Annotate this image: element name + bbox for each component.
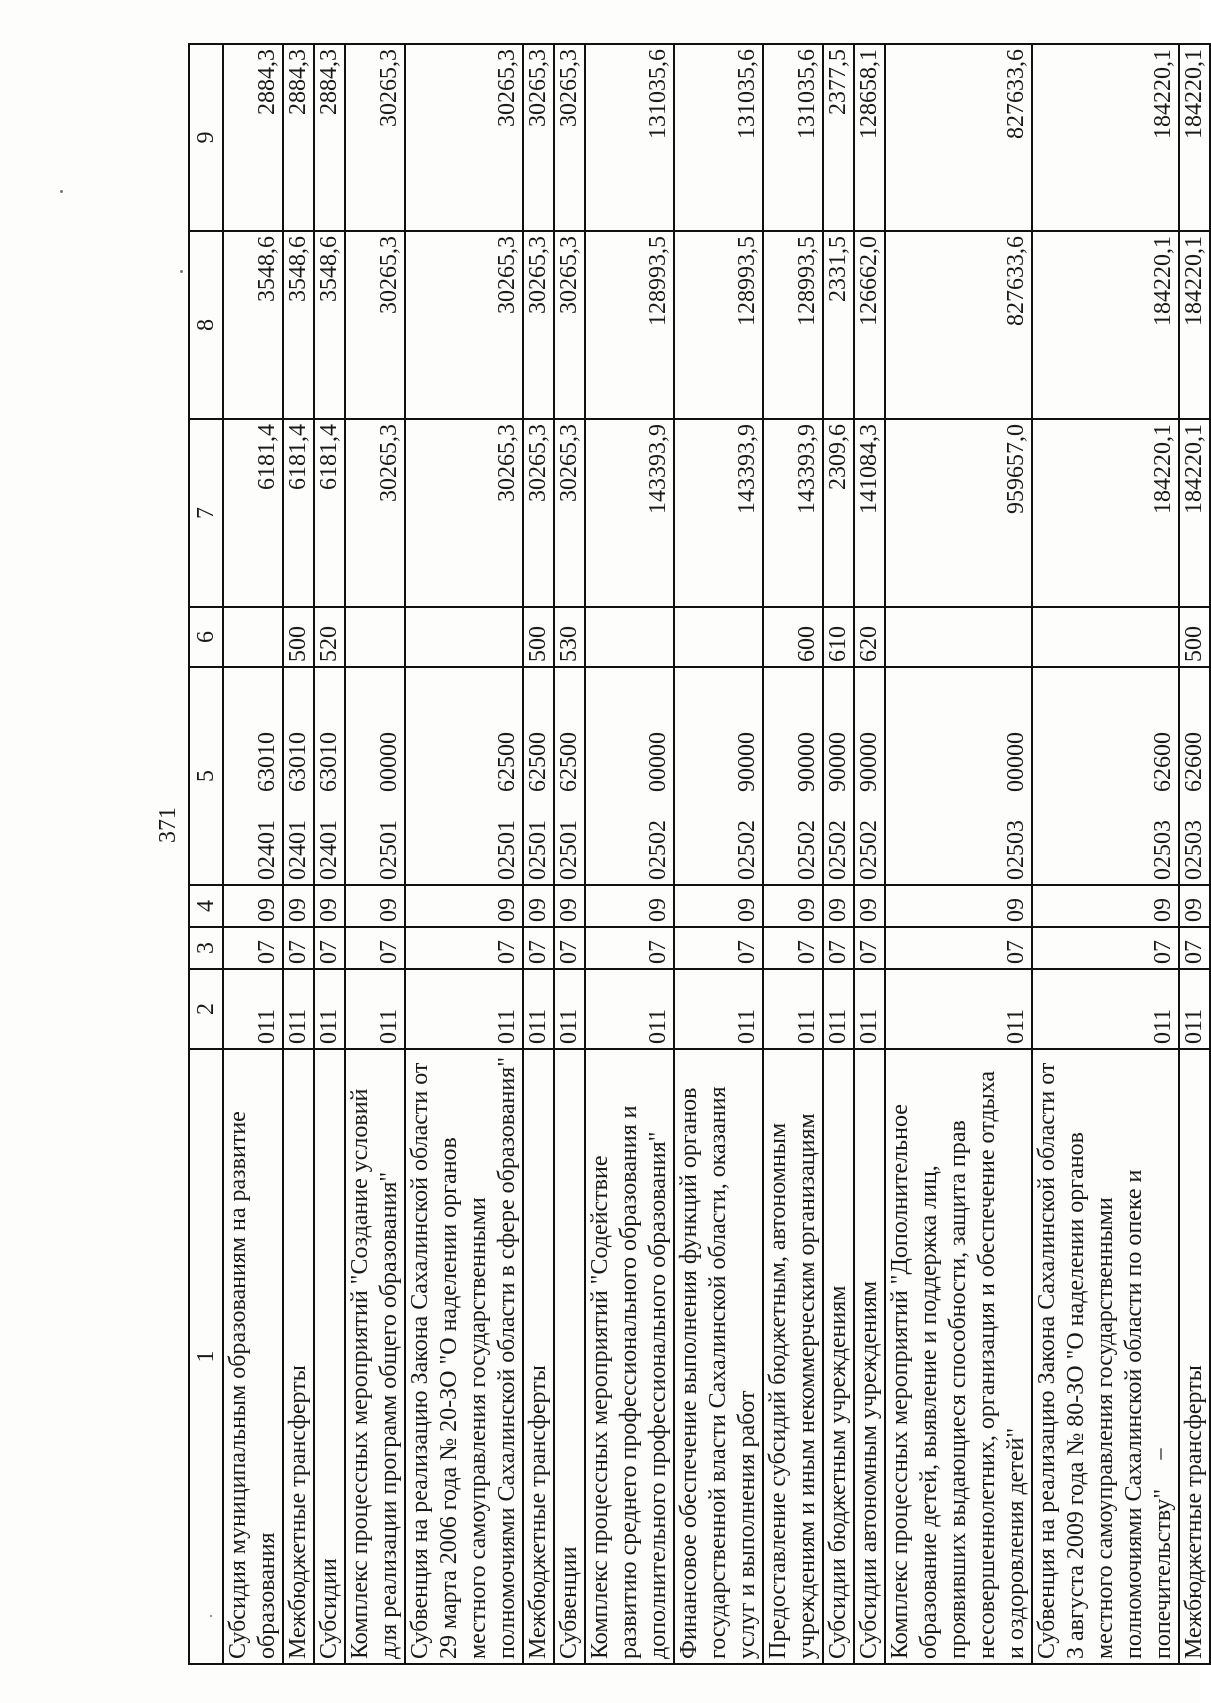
row-subsection-code: 09: [314, 885, 345, 927]
row-admin-code: 011: [314, 969, 345, 1049]
table-row: [554, 44, 585, 1664]
row-amount-year-3: 827633,6: [885, 44, 1032, 231]
row-target-article: [854, 667, 885, 885]
target-article-direction: 63010: [285, 732, 311, 792]
row-admin-code: 011: [585, 969, 674, 1049]
row-amount-year-2: 827633,6: [885, 231, 1032, 419]
row-amount-year-3: 30265,3: [554, 44, 585, 231]
table-row: [405, 44, 523, 1664]
row-amount-year-2: 128993,5: [763, 231, 823, 419]
row-admin-code: 011: [823, 969, 854, 1049]
row-admin-code: 011: [1179, 969, 1210, 1049]
row-name: Комплекс процессных мероприятий "Создание условий для реализации программ общего образования": [345, 1049, 405, 1664]
row-amount-year-3: 184220,1: [1032, 44, 1179, 231]
row-amount-year-1: 6181,4: [283, 419, 314, 607]
row-amount-year-2: 184220,1: [1032, 231, 1179, 419]
row-section-code: 07: [854, 927, 885, 969]
row-target-article: [885, 667, 1032, 885]
budget-table: [188, 43, 1211, 1665]
row-name: Субсидии бюджетным учреждениям: [823, 1049, 854, 1664]
row-amount-year-3: 131035,6: [674, 44, 763, 231]
table-row: [283, 44, 314, 1664]
row-target-article: [823, 667, 854, 885]
row-subsection-code: 09: [1032, 885, 1179, 927]
column-header: 9: [189, 44, 223, 231]
row-amount-year-1: 30265,3: [554, 419, 585, 607]
target-article-program: 02503: [1150, 820, 1176, 880]
row-name: Межбюджетные трансферты: [1179, 1049, 1210, 1664]
row-target-article: [554, 667, 585, 885]
row-subsection-code: 09: [854, 885, 885, 927]
row-name: Субсидия муниципальным образованиям на развитие образования: [223, 1049, 283, 1664]
row-section-code: 07: [405, 927, 523, 969]
row-subsection-code: 09: [885, 885, 1032, 927]
row-amount-year-2: 3548,6: [223, 231, 283, 419]
row-admin-code: 011: [885, 969, 1032, 1049]
target-article-direction: 90000: [825, 732, 851, 792]
row-name: Субсидии автономным учреждениям: [854, 1049, 885, 1664]
row-expense-type: [674, 607, 763, 667]
row-amount-year-2: 30265,3: [345, 231, 405, 419]
row-amount-year-1: 184220,1: [1032, 419, 1179, 607]
target-article-direction: 62600: [1181, 732, 1207, 792]
table-row: [1179, 44, 1210, 1664]
row-amount-year-3: 128658,1: [854, 44, 885, 231]
table-row: [345, 44, 405, 1664]
row-section-code: 07: [523, 927, 554, 969]
row-expense-type: [585, 607, 674, 667]
row-admin-code: 011: [223, 969, 283, 1049]
row-amount-year-1: 6181,4: [223, 419, 283, 607]
row-amount-year-3: 2884,3: [314, 44, 345, 231]
target-article-direction: 63010: [316, 732, 342, 792]
row-section-code: 07: [885, 927, 1032, 969]
target-article-program: 02503: [1181, 820, 1207, 880]
column-header: 7: [189, 419, 223, 607]
row-amount-year-2: 128993,5: [674, 231, 763, 419]
row-amount-year-3: 2377,5: [823, 44, 854, 231]
row-name: Субвенция на реализацию Закона Сахалинской области от 29 марта 2006 года № 20-ЗО "О наделении органов местного самоуправления государственными полномочиями Сахалинской области в сфере образования": [405, 1049, 523, 1664]
row-subsection-code: 09: [345, 885, 405, 927]
target-article-program: 02502: [794, 820, 820, 880]
row-amount-year-1: 143393,9: [585, 419, 674, 607]
row-section-code: 07: [1179, 927, 1210, 969]
row-target-article: [283, 667, 314, 885]
column-header: 4: [189, 885, 223, 927]
target-article-direction: 62500: [494, 732, 520, 792]
row-section-code: 07: [314, 927, 345, 969]
row-target-article: [1179, 667, 1210, 885]
target-article-direction: 90000: [856, 732, 882, 792]
row-expense-type: 500: [523, 607, 554, 667]
table-row: [763, 44, 823, 1664]
target-article-program: 02502: [825, 820, 851, 880]
table-row: [674, 44, 763, 1664]
table-row: [523, 44, 554, 1664]
target-article-program: 02503: [1003, 820, 1029, 880]
row-target-article: [314, 667, 345, 885]
row-name: Комплекс процессных мероприятий "Содействие развитию среднего профессионального образования и дополнительного профессионального образования": [585, 1049, 674, 1664]
table-row: [885, 44, 1032, 1664]
row-name: Предоставление субсидий бюджетным, автономным учреждениям и иным некоммерческим организациям: [763, 1049, 823, 1664]
row-amount-year-2: 30265,3: [405, 231, 523, 419]
row-amount-year-1: 184220,1: [1179, 419, 1210, 607]
target-article-direction: 63010: [254, 732, 280, 792]
row-subsection-code: 09: [554, 885, 585, 927]
target-article-program: 02502: [645, 820, 671, 880]
row-subsection-code: 09: [523, 885, 554, 927]
table-row: [585, 44, 674, 1664]
target-article-direction: 00000: [376, 732, 402, 792]
target-article-program: 02401: [285, 820, 311, 880]
target-article-direction: 00000: [1003, 732, 1029, 792]
row-amount-year-3: 131035,6: [585, 44, 674, 231]
row-expense-type: [223, 607, 283, 667]
row-section-code: 07: [283, 927, 314, 969]
row-section-code: 07: [345, 927, 405, 969]
row-section-code: 07: [554, 927, 585, 969]
row-target-article: [674, 667, 763, 885]
table-row: [1032, 44, 1179, 1664]
row-expense-type: [405, 607, 523, 667]
row-amount-year-1: 30265,3: [523, 419, 554, 607]
row-subsection-code: 09: [674, 885, 763, 927]
row-expense-type: [345, 607, 405, 667]
row-target-article: [223, 667, 283, 885]
row-expense-type: 530: [554, 607, 585, 667]
column-header: 3: [189, 927, 223, 969]
row-name: Межбюджетные трансферты: [523, 1049, 554, 1664]
row-amount-year-1: 143393,9: [674, 419, 763, 607]
row-section-code: 07: [763, 927, 823, 969]
row-amount-year-3: 131035,6: [763, 44, 823, 231]
row-section-code: 07: [223, 927, 283, 969]
row-amount-year-3: 184220,1: [1179, 44, 1210, 231]
row-amount-year-1: 6181,4: [314, 419, 345, 607]
row-target-article: [345, 667, 405, 885]
row-name: Финансовое обеспечение выполнения функций органов государственной власти Сахалинской области, оказания услуг и выполнения работ: [674, 1049, 763, 1664]
target-article-direction: 62500: [556, 732, 582, 792]
row-amount-year-1: 30265,3: [405, 419, 523, 607]
column-header: 6: [189, 607, 223, 667]
table-body: [223, 44, 1210, 1664]
row-amount-year-2: 30265,3: [554, 231, 585, 419]
row-section-code: 07: [674, 927, 763, 969]
column-header: 1: [189, 1049, 223, 1664]
row-expense-type: 500: [283, 607, 314, 667]
row-subsection-code: 09: [223, 885, 283, 927]
row-amount-year-1: 141084,3: [854, 419, 885, 607]
row-expense-type: [885, 607, 1032, 667]
table-row: [314, 44, 345, 1664]
row-name: Субвенции: [554, 1049, 585, 1664]
row-target-article: [523, 667, 554, 885]
row-amount-year-3: 30265,3: [405, 44, 523, 231]
target-article-program: 02501: [556, 820, 582, 880]
row-amount-year-3: 2884,3: [223, 44, 283, 231]
target-article-direction: 90000: [734, 732, 760, 792]
row-amount-year-3: 30265,3: [345, 44, 405, 231]
row-amount-year-3: 30265,3: [523, 44, 554, 231]
row-subsection-code: 09: [1179, 885, 1210, 927]
target-article-program: 02501: [494, 820, 520, 880]
row-section-code: 07: [585, 927, 674, 969]
row-target-article: [585, 667, 674, 885]
table-header-row: [189, 44, 223, 1664]
row-admin-code: 011: [1032, 969, 1179, 1049]
rotated-sheet: [140, 25, 1207, 1665]
row-amount-year-1: 143393,9: [763, 419, 823, 607]
target-article-program: 02501: [376, 820, 402, 880]
row-amount-year-2: 30265,3: [523, 231, 554, 419]
row-expense-type: [1032, 607, 1179, 667]
target-article-direction: 62600: [1150, 732, 1176, 792]
row-expense-type: 500: [1179, 607, 1210, 667]
row-admin-code: 011: [674, 969, 763, 1049]
row-amount-year-2: 2331,5: [823, 231, 854, 419]
target-article-program: 02502: [856, 820, 882, 880]
row-expense-type: 600: [763, 607, 823, 667]
target-article-program: 02401: [254, 820, 280, 880]
row-target-article: [1032, 667, 1179, 885]
row-admin-code: 011: [554, 969, 585, 1049]
table-row: [854, 44, 885, 1664]
row-expense-type: 520: [314, 607, 345, 667]
row-section-code: 07: [823, 927, 854, 969]
target-article-program: 02502: [734, 820, 760, 880]
row-target-article: [763, 667, 823, 885]
row-admin-code: 011: [763, 969, 823, 1049]
row-admin-code: 011: [854, 969, 885, 1049]
row-amount-year-2: 184220,1: [1179, 231, 1210, 419]
row-admin-code: 011: [405, 969, 523, 1049]
scan-speck: [60, 190, 63, 193]
row-name: Комплекс процессных мероприятий "Дополнительное образование детей, выявление и поддержка лиц, проявивших выдающиеся способности, защита прав несовершеннолетних, организация и обеспечение отдыха и оздоровления детей": [885, 1049, 1032, 1664]
row-admin-code: 011: [283, 969, 314, 1049]
row-expense-type: 610: [823, 607, 854, 667]
row-subsection-code: 09: [405, 885, 523, 927]
target-article-program: 02501: [525, 820, 551, 880]
target-article-direction: 00000: [645, 732, 671, 792]
table-row: [223, 44, 283, 1664]
column-header: 5: [189, 667, 223, 885]
row-subsection-code: 09: [823, 885, 854, 927]
row-section-code: 07: [1032, 927, 1179, 969]
target-article-program: 02401: [316, 820, 342, 880]
row-amount-year-1: 30265,3: [345, 419, 405, 607]
row-admin-code: 011: [523, 969, 554, 1049]
row-amount-year-3: 2884,3: [283, 44, 314, 231]
row-amount-year-2: 3548,6: [283, 231, 314, 419]
table-row: [823, 44, 854, 1664]
row-name: Субсидии: [314, 1049, 345, 1664]
row-amount-year-2: 126662,0: [854, 231, 885, 419]
row-subsection-code: 09: [763, 885, 823, 927]
row-amount-year-2: 128993,5: [585, 231, 674, 419]
target-article-direction: 90000: [794, 732, 820, 792]
row-subsection-code: 09: [283, 885, 314, 927]
target-article-direction: 62500: [525, 732, 551, 792]
column-header: 2: [189, 969, 223, 1049]
row-expense-type: 620: [854, 607, 885, 667]
row-subsection-code: 09: [585, 885, 674, 927]
row-name: Межбюджетные трансферты: [283, 1049, 314, 1664]
row-name: Субвенция на реализацию Закона Сахалинской области от 3 августа 2009 года № 80-ЗО "О наделении органов местного самоуправления государственными полномочиями Сахалинской области по опеке и попечительству": [1032, 1049, 1179, 1664]
column-header: 8: [189, 231, 223, 419]
row-target-article: [405, 667, 523, 885]
row-amount-year-1: 2309,6: [823, 419, 854, 607]
row-amount-year-2: 3548,6: [314, 231, 345, 419]
row-admin-code: 011: [345, 969, 405, 1049]
page-number: 371: [155, 807, 181, 843]
row-amount-year-1: 959657,0: [885, 419, 1032, 607]
